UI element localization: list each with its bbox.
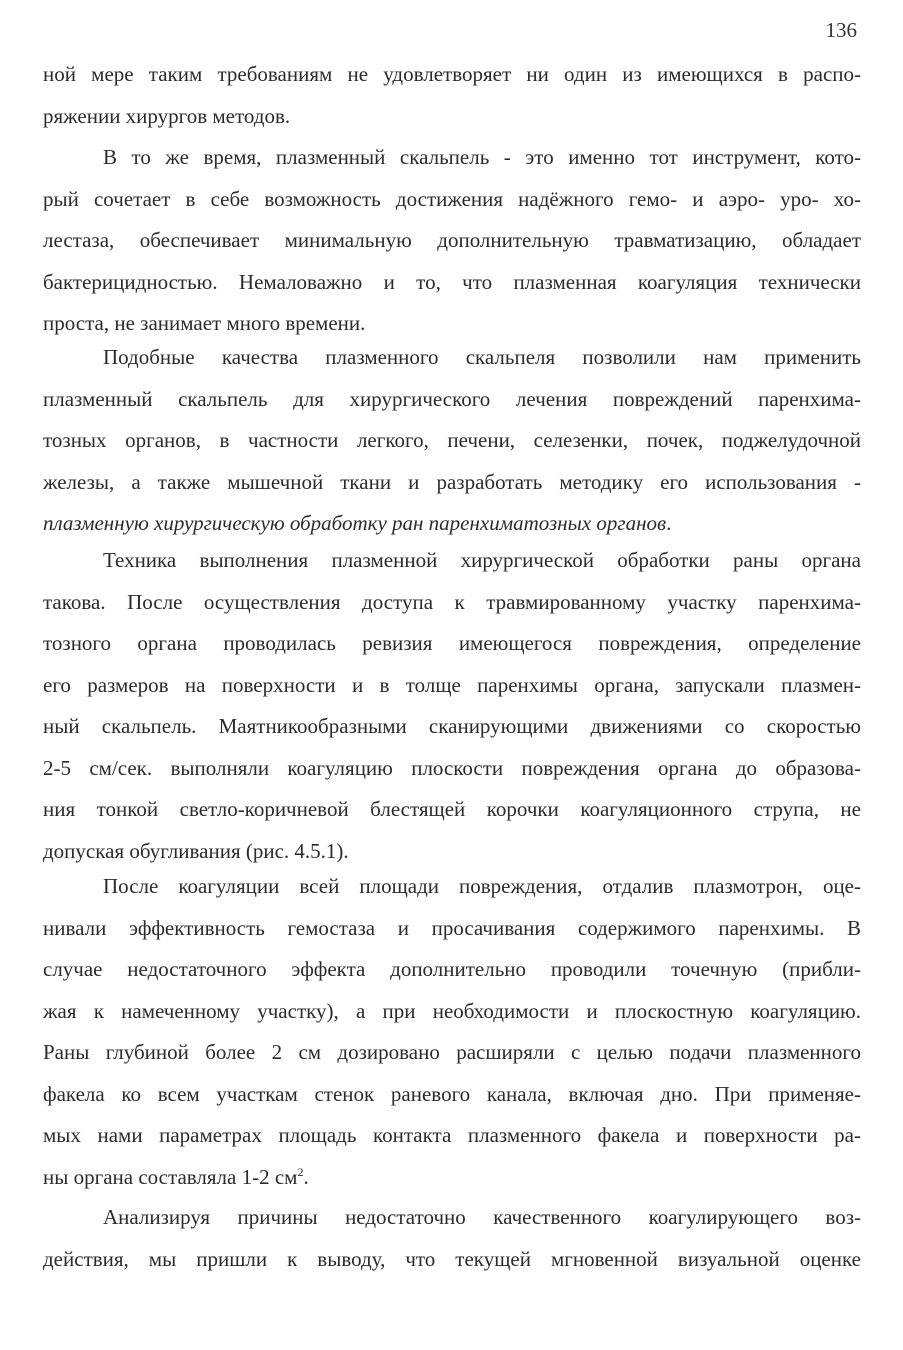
- text-line: рый сочетает в себе возможность достижения надёжного гемо- и аэро- уро- хо-: [43, 186, 861, 211]
- italic-emphasis: плазменную хирургическую обработку ран паренхиматозных органов: [43, 511, 667, 535]
- page-number: 136: [825, 18, 857, 42]
- paragraph-1: [43, 54, 861, 137]
- text-line: После коагуляции всей площади повреждения, отдалив плазмотрон, оце-: [103, 874, 861, 898]
- text-line: ной мере таким требованиям не удовлетворяет ни один из имеющихся в распо-: [43, 62, 861, 86]
- text-line: Подобные качества плазменного скальпеля позволили нам применить: [103, 345, 861, 369]
- text-line: действия, мы пришли к выводу, что текущей мгновенной визуальной оценке: [43, 1246, 861, 1271]
- text-line: ряжении хирургов методов.: [43, 103, 291, 128]
- text-line: нивали эффективность гемостаза и просачивания содержимого паренхимы. В: [43, 915, 861, 940]
- paragraph-5: [43, 866, 861, 1198]
- text-line: В то же время, плазменный скальпель - это именно тот инструмент, кото-: [103, 145, 861, 169]
- text-line: лестаза, обеспечивает минимальную дополнительную травматизацию, обладает: [43, 228, 861, 252]
- text-line: его размеров на поверхности и в толще паренхимы органа, запускали плазмен-: [43, 672, 861, 697]
- text-line: такова. После осуществления доступа к травмированному участку паренхима-: [43, 589, 861, 614]
- text-line: мых нами параметрах площадь контакта плазменного факела и поверхности ра-: [43, 1123, 861, 1147]
- paragraph-2: [43, 137, 861, 345]
- text-line-italic: [43, 503, 861, 545]
- text-line: допуская обугливания (рис. 4.5.1).: [43, 838, 349, 863]
- text-line: жая к намеченному участку), а при необходимости и плоскостную коагуляцию.: [43, 998, 861, 1023]
- period: .: [303, 1164, 309, 1189]
- text-line: проста, не занимает много времени.: [43, 311, 366, 335]
- area-text: ны органа составляла 1-2 см: [43, 1164, 298, 1189]
- text-line: ния тонкой светло-коричневой блестящей корочки коагуляционного струпа, не: [43, 797, 861, 821]
- text-line: Анализируя причины недостаточно качественного коагулирующего воз-: [103, 1205, 861, 1229]
- period: .: [666, 511, 672, 535]
- text-line: железы, а также мышечной ткани и разработать методику его использования -: [43, 469, 861, 494]
- text-line: ный скальпель. Маятникообразными сканирующими движениями со скоростью: [43, 714, 861, 738]
- text-line: факела ко всем участкам стенок раневого канала, включая дно. При применяе-: [43, 1081, 861, 1106]
- superscript: 2: [297, 1164, 304, 1179]
- text-line: плазменный скальпель для хирургического лечения повреждений паренхима-: [43, 386, 861, 411]
- text-line: тозных органов, в частности легкого, печени, селезенки, почек, поджелудочной: [43, 428, 861, 452]
- text-line: случае недостаточного эффекта дополнительно проводили точечную (прибли-: [43, 957, 861, 981]
- text-line: Техника выполнения плазменной хирургической обработки раны органа: [103, 548, 861, 572]
- paragraph-6: [43, 1197, 861, 1280]
- text-line: тозного органа проводилась ревизия имеющегося повреждения, определение: [43, 631, 861, 655]
- paragraph-3: [43, 337, 861, 545]
- text-line: Раны глубиной более 2 см дозировано расширяли с целью подачи плазменного: [43, 1040, 861, 1064]
- text-line: 2-5 см/сек. выполняли коагуляцию плоскости повреждения органа до образова-: [43, 755, 861, 780]
- text-line: бактерицидностью. Немаловажно и то, что плазменная коагуляция технически: [43, 269, 861, 294]
- text-line: [43, 1157, 861, 1199]
- paragraph-4: [43, 540, 861, 872]
